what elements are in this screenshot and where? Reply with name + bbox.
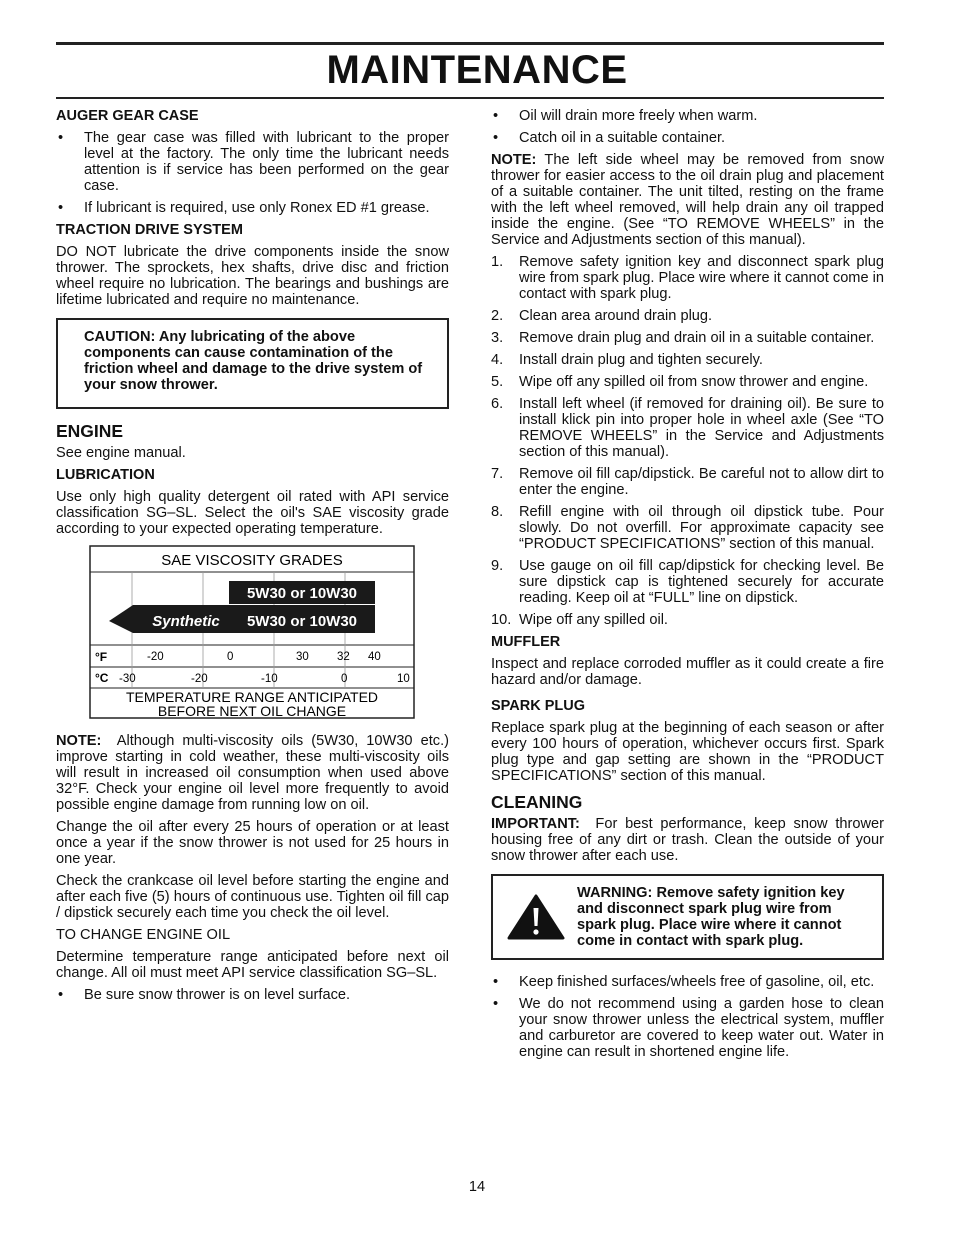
f-tick: -20: [147, 651, 164, 663]
warning-triangle-icon: [507, 894, 565, 940]
step-item: [491, 352, 884, 368]
step-item: [491, 254, 884, 302]
c-tick: 10: [397, 673, 410, 685]
right-column: [491, 108, 884, 1066]
auger-heading: AUGER GEAR CASE: [56, 108, 199, 124]
step-item: [491, 308, 884, 324]
step-number: 1.: [491, 254, 504, 270]
step-item: [491, 330, 884, 346]
spark-plug-text: Replace spark plug at the beginning of each season or after every 100 hours of operation, whichever occurs first. Spark plug type and gap setting are shown in the “PRODUCT SPECIFICATIONS” section of this manual.: [491, 720, 884, 784]
chart-footer-line1: TEMPERATURE RANGE ANTICIPATED: [125, 689, 379, 705]
crankcase-text: Check the crankcase oil level before starting the engine and after each five (5) hours of continuous use. Tighten oil fill cap / dipstick securely each time you check the oil level.: [56, 873, 449, 921]
step-text: Wipe off any spilled oil from snow thrower and engine.: [519, 374, 869, 390]
f-tick: 0: [227, 651, 234, 663]
step-text: Use gauge on oil fill cap/dipstick for checking level. Be sure dipstick cap is tightened securely for accurate reading. Keep oil at “FULL” line on dipstick.: [519, 558, 884, 606]
top-rule: [56, 42, 884, 45]
c-tick: -10: [261, 673, 278, 685]
note-label: NOTE:: [56, 733, 102, 749]
step-item: [491, 466, 884, 498]
step-number: 4.: [491, 352, 504, 368]
left-column: [56, 108, 449, 1009]
change-oil-text: Change the oil after every 25 hours of operation or at least once a year if the snow thrower is not used for 25 hours in one year.: [56, 819, 449, 867]
warning-box: [491, 874, 884, 960]
c-tick: 0: [341, 673, 348, 685]
list-item: • The gear case was filled with lubricant to the proper level at the factory. The only time the lubricant needs attention is if service has been performed on the gear case.: [56, 130, 449, 194]
list-item: • If lubricant is required, use only Ronex ED #1 grease.: [56, 200, 449, 216]
to-change-heading: TO CHANGE ENGINE OIL: [56, 927, 231, 943]
drain-tips-list: [491, 108, 884, 146]
list-item: • We do not recommend using a garden hose to clean your snow thrower unless the electrical system, muffler and carburetor are covered to keep water out. Water in engine can result in shortened engine life.: [491, 996, 884, 1060]
note-text: The left side wheel may be removed from snow thrower for easier access to the oil drain plug and placement of a suitable container. The unit tilted, resting on the frame with the left wheel removed, will help drain any oil trapped inside the engine. (See “TO REMOVE WHEELS” in the Service and Adjustments section of this manual).: [491, 152, 884, 248]
list-item: • Catch oil in a suitable container.: [491, 130, 884, 146]
important-paragraph: [491, 816, 884, 864]
warning-text: WARNING: Remove safety ignition key and disconnect spark plug wire from spark plug. Place wire where it cannot come in contact with spark plug.: [577, 885, 845, 949]
step-number: 3.: [491, 330, 504, 346]
cleaning-heading: CLEANING: [491, 792, 583, 812]
auger-list: [56, 130, 449, 216]
page-title: MAINTENANCE: [326, 48, 628, 92]
oil-change-steps: [491, 254, 884, 628]
step-text: Install drain plug and tighten securely.: [519, 352, 763, 368]
step-number: 5.: [491, 374, 504, 390]
celsius-label: °C: [95, 671, 109, 685]
step-text: Install left wheel (if removed for draining oil). Be sure to install klick pin into proper hole in wheel axle (See “TO REMOVE WHEELS” in the Service and Adjustments section of this manual).: [519, 396, 884, 460]
f-tick: 40: [368, 651, 381, 663]
important-text: For best performance, keep snow thrower housing free of any dirt or trash. Clean the outside of your snow thrower after each use.: [491, 816, 885, 864]
step-number: 8.: [491, 504, 504, 520]
title-underline: [56, 97, 884, 99]
caution-box: CAUTION: Any lubricating of the above components can cause contamination of the friction wheel and damage to the drive system of your snow thrower.: [56, 318, 449, 409]
engine-text: See engine manual.: [56, 445, 186, 461]
muffler-heading: MUFFLER: [491, 634, 561, 650]
page-number: 14: [468, 1179, 486, 1195]
list-item: • Be sure snow thrower is on level surface.: [56, 987, 449, 1003]
step-text: Remove oil fill cap/dipstick. Be careful not to allow dirt to enter the engine.: [519, 466, 884, 498]
traction-heading: TRACTION DRIVE SYSTEM: [56, 222, 243, 238]
c-tick: -30: [119, 673, 136, 685]
step-item: [491, 558, 884, 606]
muffler-text: Inspect and replace corroded muffler as it could create a fire hazard and/or damage.: [491, 656, 884, 688]
step-number: 2.: [491, 308, 504, 324]
determine-text: Determine temperature range anticipated before next oil change. All oil must meet API service classification SG–SL.: [56, 949, 449, 981]
step-number: 9.: [491, 558, 504, 574]
cleaning-list: [491, 974, 884, 1060]
synthetic-label: Synthetic: [152, 613, 220, 630]
note-paragraph: [56, 733, 449, 813]
step-text: Clean area around drain plug.: [519, 308, 713, 324]
viscosity-chart: [89, 545, 415, 719]
list-item: • Keep finished surfaces/wheels free of gasoline, oil, etc.: [491, 974, 884, 990]
step-text: Wipe off any spilled oil.: [519, 612, 668, 628]
right-note-paragraph: [491, 152, 884, 248]
grade-upper-label: 5W30 or 10W30: [246, 585, 358, 602]
grade-lower-label: 5W30 or 10W30: [246, 613, 358, 630]
step-text: Remove safety ignition key and disconnect spark plug wire from spark plug. Place wire where it cannot come in contact with spark plug.: [519, 254, 884, 302]
note-label: NOTE:: [491, 152, 537, 168]
chart-footer-line2: BEFORE NEXT OIL CHANGE: [157, 703, 347, 719]
step-text: Remove drain plug and drain oil in a suitable container.: [519, 330, 875, 346]
level-list: [56, 987, 449, 1003]
step-number: 10.: [491, 612, 512, 628]
step-number: 7.: [491, 466, 504, 482]
step-number: 6.: [491, 396, 504, 412]
viscosity-chart-svg: [89, 545, 415, 719]
traction-text: DO NOT lubricate the drive components inside the snow thrower. The sprockets, hex shafts, drive disc and friction wheel require no lubrication. The bearings and bushings are lifetime lubricated and require no maintenance.: [56, 244, 449, 308]
chart-title: SAE VISCOSITY GRADES: [161, 552, 343, 569]
step-item: [491, 396, 884, 460]
list-item: • Oil will drain more freely when warm.: [491, 108, 884, 124]
step-text: Refill engine with oil through oil dipstick tube. Pour slowly. Do not overfill. For approximate capacity see “PRODUCT SPECIFICATIONS” section of this manual.: [519, 504, 884, 552]
f-tick: 30: [296, 651, 309, 663]
spark-plug-heading: SPARK PLUG: [491, 698, 585, 714]
fahrenheit-label: °F: [95, 650, 108, 664]
important-label: IMPORTANT:: [491, 816, 580, 832]
step-item: [491, 374, 884, 390]
step-item: [491, 612, 884, 628]
note-text: Although multi-viscosity oils (5W30, 10W30 etc.) improve starting in cold weather, these multi-viscosity oils will result in increased oil consumption when used above 32°F. Check your engine oil level more frequently to avoid possible engine damage from running low on oil.: [56, 733, 449, 813]
step-item: [491, 504, 884, 552]
lubrication-heading: LUBRICATION: [56, 467, 155, 483]
lubrication-text: Use only high quality detergent oil rated with API service classification SG–SL. Select the oil's SAE viscosity grade according to your expected operating temperature.: [56, 489, 449, 537]
c-tick: -20: [191, 673, 208, 685]
engine-heading: ENGINE: [56, 421, 124, 441]
f-tick: 32: [337, 651, 350, 663]
